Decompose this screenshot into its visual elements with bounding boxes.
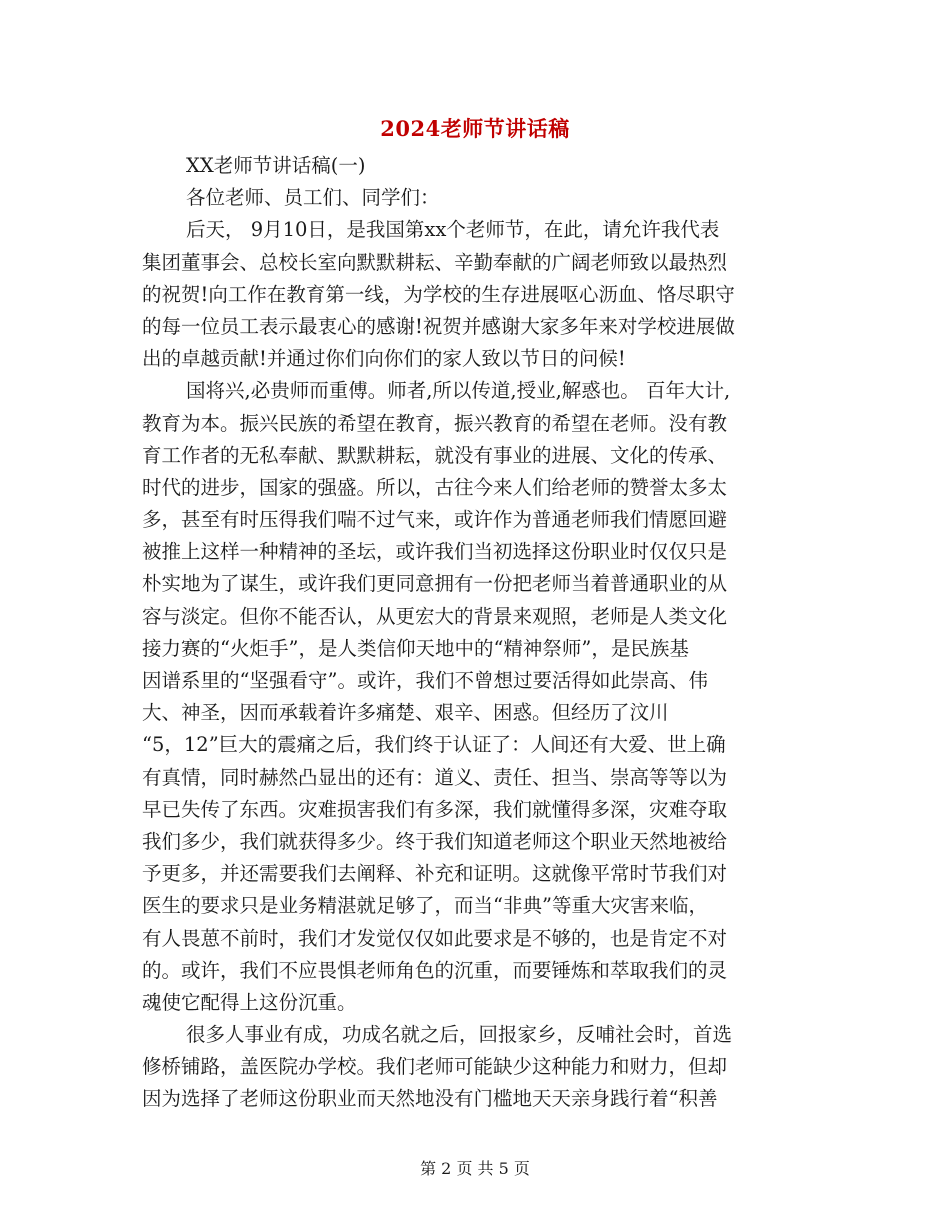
paragraph-line: 的祝贺!向工作在教育第一线，为学校的生存进展呕心沥血、恪尽职守: [142, 282, 735, 306]
paragraph-line: 大、神圣，因而承载着许多痛楚、艰辛、困惑。但经历了汶川: [142, 701, 669, 725]
paragraph-line: 接力赛的“火炬手”，是人类信仰天地中的“精神祭师”，是民族基: [142, 636, 689, 660]
paragraph-line: 早已失传了东西。灾难损害我们有多深，我们就懂得多深，灾难夺取: [142, 797, 728, 821]
paragraph-line: 朴实地为了谋生，或许我们更同意拥有一份把老师当着普通职业的从: [142, 572, 728, 596]
salutation: 各位老师、员工们、同学们：: [186, 186, 440, 210]
paragraph-line: 多，甚至有时压得我们喘不过气来，或许作为普通老师我们情愿回避: [142, 508, 728, 532]
paragraph-line: 育工作者的无私奉献、默默耕耘，就没有事业的进展、文化的传承、: [142, 443, 728, 467]
paragraph-line: 因谱系里的“坚强看守”。或许，我们不曾想过要活得如此崇高、伟: [142, 669, 708, 692]
paragraph-line: 有真情，同时赫然凸显出的还有：道义、责任、担当、崇高等等以为: [142, 765, 728, 789]
paragraph-line: 出的卓越贡献!并通过你们向你们的家人致以节日的问候!: [142, 347, 626, 371]
paragraph-line: 国将兴,必贵师而重傅。师者,所以传道,授业,解惑也。 百年大计,: [186, 379, 731, 403]
paragraph-line: 医生的要求只是业务精湛就足够了，而当“非典”等重大灾害来临，: [142, 894, 708, 918]
paragraph-line: 有人畏葸不前时，我们才发觉仅仅如此要求是不够的，也是肯定不对: [142, 926, 728, 950]
paragraph-line: 我们多少，我们就获得多少。终于我们知道老师这个职业天然地被给: [142, 829, 728, 853]
document-title: 2024老师节讲话稿: [380, 116, 570, 141]
paragraph-line: 魂使它配得上这份沉重。: [142, 990, 357, 1014]
paragraph-line: 教育为本。振兴民族的希望在教育，振兴教育的希望在老师。没有教: [142, 411, 728, 435]
paragraph-line: 的每一位员工表示最衷心的感谢!祝贺并感谢大家多年来对学校进展做: [142, 314, 735, 338]
paragraph-line: 集团董事会、总校长室向默默耕耘、辛勤奉献的广阔老师致以最热烈: [142, 250, 728, 274]
paragraph-line: 很多人事业有成，功成名就之后，回报家乡，反哺社会时，首选: [186, 1023, 733, 1047]
paragraph-line: 后天， 9月10日，是我国第xx个老师节，在此，请允许我代表: [186, 218, 720, 242]
paragraph-line: 因为选择了老师这份职业而天然地没有门槛地天天亲身践行着“积善: [142, 1087, 718, 1111]
paragraph-line: 容与淡定。但你不能否认，从更宏大的背景来观照，老师是人类文化: [142, 604, 728, 628]
document-body: [142, 150, 812, 1116]
paragraph-line: 时代的进步，国家的强盛。所以，古往今来人们给老师的赞誉太多太: [142, 475, 728, 499]
paragraph-line: 予更多，并还需要我们去阐释、补充和证明。这就像平常时节我们对: [142, 862, 728, 886]
paragraph-line: “5，12”巨大的震痛之后，我们终于认证了：人间还有大爱、世上确: [142, 733, 726, 757]
paragraph-line: 被推上这样一种精神的圣坛，或许我们当初选择这份职业时仅仅只是: [142, 540, 728, 564]
section-heading: XX老师节讲话稿(一): [186, 154, 366, 177]
page-footer: 第 2 页 共 5 页: [420, 1159, 530, 1178]
paragraph-line: 的。或许，我们不应畏惧老师角色的沉重，而要锤炼和萃取我们的灵: [142, 958, 728, 982]
paragraph-line: 修桥铺路，盖医院办学校。我们老师可能缺少这种能力和财力，但却: [142, 1055, 728, 1079]
